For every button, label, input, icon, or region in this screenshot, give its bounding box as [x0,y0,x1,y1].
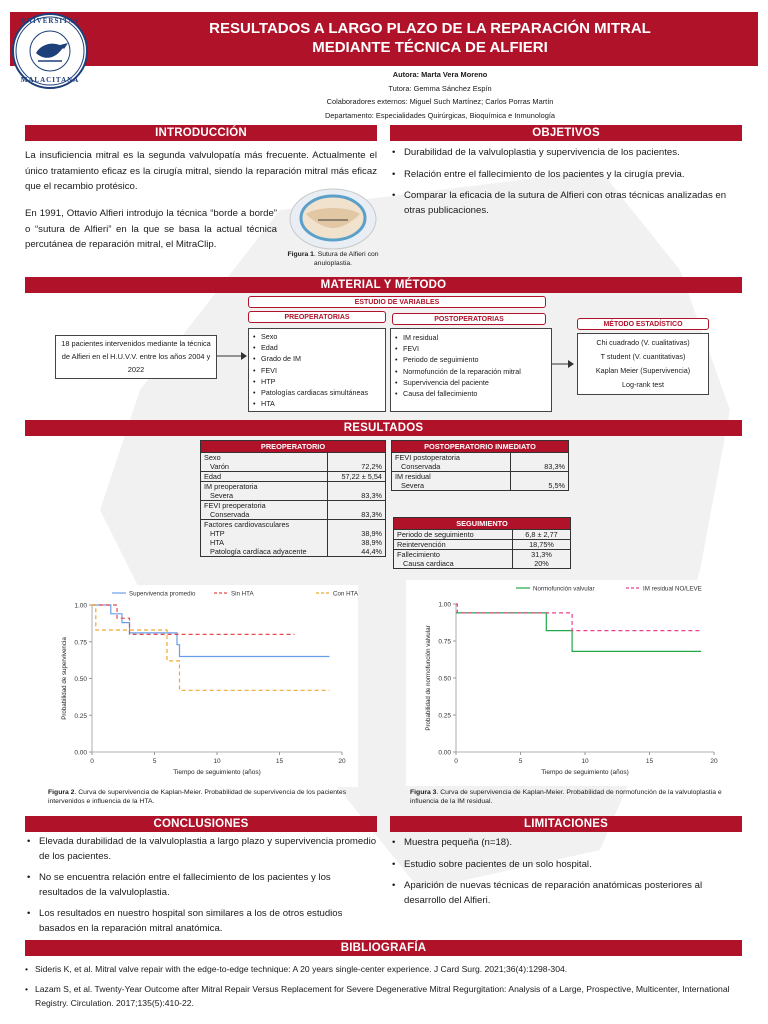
limitacion-item-1: • Muestra pequeña (n=18). [390,836,742,851]
intro-paragraph-2: En 1991, Ottavio Alfieri introdujo la técnica “borde a borde” o “sutura de Alfieri” en la que se basa la actual técnica percutánea de reparación mitral, el MitraClip. [25,208,277,251]
limitaciones-heading: LIMITACIONES [390,816,742,832]
figure-1-label: Figura 1 [287,251,314,258]
tutor: Tutora: Gemma Sánchez Espín [388,83,492,93]
x-axis-label: Tiempo de seguimiento (años) [541,769,629,776]
table-row: Sexo Varón 72,2% [201,453,386,472]
metodo-heading: MATERIAL Y MÉTODO [25,277,742,293]
objetivo-item-3: • Comparar la eficacia de la sutura de Alfieri con otras técnicas analizadas en otras publicaciones. [390,189,742,218]
title-line-2: MEDIANTE TÉCNICA DE ALFIERI [312,39,548,56]
bibliografia-list [25,962,742,1016]
y-axis-label: Probabilidad de supervivencia [61,637,68,720]
table-row: Periodo de seguimiento 6,8 ± 2,77 [394,530,571,540]
series-line [92,605,330,657]
legend-label: Supervivencia promedio [129,590,196,598]
estudio-variables-label: ESTUDIO DE VARIABLES [248,296,546,308]
figure-2-text: . Curva de supervivencia de Kaplan-Meier. Probabilidad de supervivencia de los pacientes intervenidos e influencia de la HTA. [48,789,347,805]
stat-item: T student (V. cuantitativas) [600,352,686,361]
postoperatorio-header: POSTOPERATORIO INMEDIATO [392,441,569,453]
arrow-patients-to-variables [217,350,249,362]
metodo-estadistico-label: MÉTODO ESTADÍSTICO [577,318,709,330]
table-row: IM residual Severa 5,5% [392,472,569,491]
y-tick-label: 0.50 [438,675,451,683]
x-tick-label: 10 [581,758,589,765]
table-postoperatorio [391,440,569,491]
y-tick-label: 0.25 [74,712,87,720]
x-axis-label: Tiempo de seguimiento (años) [173,769,261,776]
pre-item: • Grado de IM [251,353,383,364]
y-tick-label: 1.00 [438,601,451,609]
y-tick-label: 0.00 [438,749,451,757]
post-item: • IM residual [393,332,549,343]
intro-paragraph-1: La insuficiencia mitral es la segunda valvulopatía más frecuente. Actualmente el único tratamiento eficaz es la cirugía mitral, siendo la reparación mitral más eficaz que el recambio protésico. [25,150,377,193]
legend-label: Sin HTA [231,590,254,598]
preoperatorias-label: PREOPERATORIAS [248,311,386,323]
post-item: • Causa del fallecimiento [393,388,549,399]
x-tick-label: 20 [710,758,718,765]
preoperatorias-box [248,328,386,412]
y-tick-label: 1.00 [74,602,87,610]
table-row: FEVI postoperatoria Conservada 83,3% [392,453,569,472]
figure-1-image [288,188,378,250]
post-item: • Supervivencia del paciente [393,377,549,388]
reference-item-2: • Lazam S, et al. Twenty-Year Outcome after Mitral Repair Versus Replacement for Severe Degenerative Mitral Regurgitation: Analysis of a Large, Prospective, Multicenter, International Registry. Circulation. 2017;135(5):410-22. [25,982,742,1010]
objetivos-list [390,146,742,225]
metodo-estadistico-box [577,333,709,395]
stat-item: Log-rank test [622,380,664,389]
pre-item: • Edad [251,342,383,353]
patients-box: 18 pacientes intervenidos mediante la técnica de Alfieri en el H.U.V.V. entre los años 2004 y 2022 [55,335,217,379]
survival-chart [34,585,358,787]
x-tick-label: 5 [152,758,157,765]
y-tick-label: 0.00 [74,749,87,757]
x-tick-label: 15 [275,758,284,765]
introduccion-heading: INTRODUCCIÓN [25,125,377,141]
legend-label: IM residual NO/LEVE [643,585,702,593]
arrow-variables-to-stats [552,358,576,370]
conclusiones-heading: CONCLUSIONES [25,816,377,832]
department: Departamento: Especialidades Quirúrgicas, Bioquímica e Inmunología [324,110,556,120]
bibliografia-heading: BIBLIOGRAFÍA [25,940,742,956]
table-seguimiento [393,517,571,569]
figure-3-chart-frame [406,580,730,786]
figure-2-caption [48,789,358,807]
post-item: • Periodo de seguimiento [393,354,549,365]
table-row: IM preoperatoria Severa 83,3% [201,482,386,501]
table-row: FEVI preoperatoria Conservada 83,3% [201,501,386,520]
figure-1-caption [286,251,380,269]
pre-item: • HTP [251,376,383,387]
reference-item-1: • Sideris K, et al. Mitral valve repair with the edge-to-edge technique: A 20 years single-center experience. J Card Surg. 2021;36(4):1298-304. [25,962,742,976]
seguimiento-header: SEGUIMIENTO [394,518,571,530]
preoperatorio-header: PREOPERATORIO [201,441,386,453]
title-line-1: RESULTADOS A LARGO PLAZO DE LA REPARACIÓN MITRAL [209,20,651,37]
figure-2-chart-frame [34,585,358,787]
table-row: Edad 57,22 ± 5,54 [201,472,386,482]
conclusion-item-2: • No se encuentra relación entre el fallecimiento de los pacientes y los resultados de la valvuloplastia. [25,871,377,900]
stat-item: Chi cuadrado (V. cualitativas) [596,338,690,347]
x-tick-label: 5 [518,758,523,765]
figure-3-text: . Curva de supervivencia de Kaplan-Meier. Probabilidad de normofunción de la valvuloplastia e influencia de la IM residual. [410,789,722,805]
y-axis-label: Probabilidad de normofunción valvular [425,625,432,731]
logo-text-top: UNIVERSITAS [20,17,80,25]
pre-item: • Patologías cardiacas simultáneas [251,387,383,398]
figure-1-text: . Sutura de Alfieri con anuloplastia. [313,251,379,267]
author: Autora: Marta Vera Moreno [392,70,488,79]
y-tick-label: 0.50 [74,676,87,683]
legend-label: Normofunción valvular [533,585,595,593]
post-item: • Normofunción de la reparación mitral [393,366,549,377]
objetivo-item-2: • Relación entre el fallecimiento de los pacientes y la cirugía previa. [390,168,742,183]
legend-label: Con HTA [333,590,358,598]
stat-item: Kaplan Meier (Supervivencia) [595,366,691,375]
y-tick-label: 0.75 [438,638,451,646]
x-tick-label: 10 [213,758,221,765]
objetivo-item-1: • Durabilidad de la valvuloplastia y supervivencia de los pacientes. [390,146,742,161]
conclusion-item-3: • Los resultados en nuestro hospital son similares a los de otros estudios basados en la reparación mitral anatómica. [25,907,377,936]
post-item: • FEVI [393,343,549,354]
series-line [456,604,701,631]
figure-3-label: Figura 3 [410,789,437,796]
pre-item: • HTA [251,398,383,409]
y-tick-label: 0.75 [74,639,87,647]
postoperatorias-box [390,328,552,412]
figure-2-label: Figura 2 [48,789,75,796]
y-tick-label: 0.25 [438,712,451,720]
table-row: Reintervención 18,75% [394,540,571,550]
x-tick-label: 0 [90,758,94,765]
pre-item: • FEVI [251,365,383,376]
conclusion-item-1: • Elevada durabilidad de la valvuloplastia a largo plazo y supervivencia promedio de los pacientes. [25,835,377,864]
limitacion-item-3: • Aparición de nuevas técnicas de reparación anatómicas posteriores al desarrollo del Alfieri. [390,879,742,908]
limitaciones-list [390,836,742,915]
series-line [92,605,330,690]
x-tick-label: 15 [645,758,654,765]
author-block [150,68,730,122]
table-preoperatorio [200,440,386,557]
normofunction-chart [406,580,730,786]
conclusiones-list [25,835,377,943]
table-row: Factores cardiovasculares HTP HTA Patología cardíaca adyacente 38,9% 38,9% 44,4% [201,520,386,557]
postoperatorias-label: POSTOPERATORIAS [392,313,546,325]
page-title [150,19,710,57]
objetivos-heading: OBJETIVOS [390,125,742,141]
table-row: Fallecimiento Causa cardiaca 31,3% 20% [394,550,571,569]
logo-text-bottom: MALACITANA [20,76,80,84]
collaborators: Colaboradores externos: Miguel Such Martínez; Carlos Porras Martín [326,97,554,106]
resultados-heading: RESULTADOS [25,420,742,436]
pre-item: • Sexo [251,331,383,342]
series-line [456,613,701,652]
x-tick-label: 20 [338,758,346,765]
figure-3-caption [410,789,726,807]
limitacion-item-2: • Estudio sobre pacientes de un solo hospital. [390,858,742,873]
x-tick-label: 0 [454,758,458,765]
